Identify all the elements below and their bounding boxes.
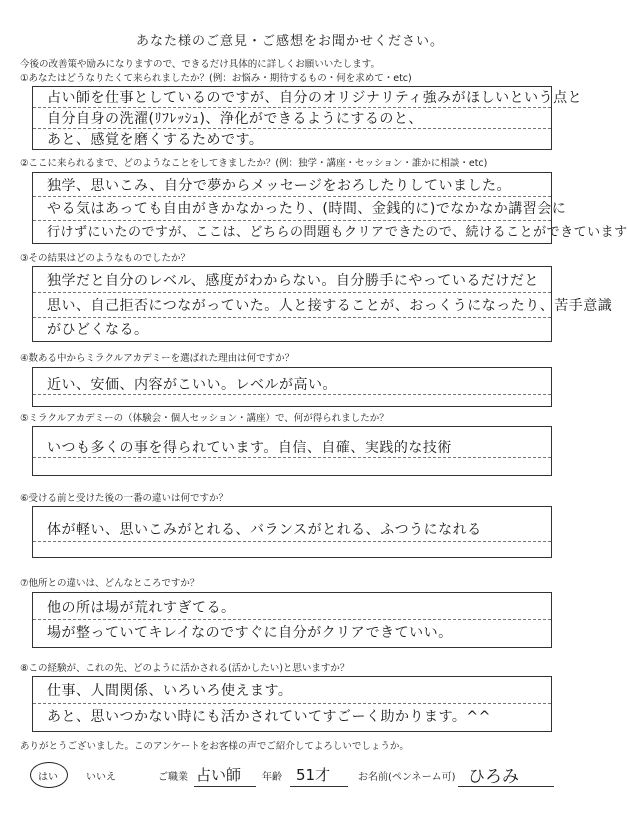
answer-8-line-1: 仕事、人間関係、いろいろ使えます。 xyxy=(47,683,293,699)
answer-6-line-1: 体が軽い、思いこみがとれる、バランスがとれる、ふつうになれる xyxy=(47,522,482,538)
answer-box-6 xyxy=(32,506,552,558)
answer-box-1 xyxy=(32,86,583,150)
answer-box-5 xyxy=(32,426,552,476)
name-value: ひろみ xyxy=(468,767,519,787)
answer-box-3 xyxy=(32,266,613,342)
answer-box-4 xyxy=(32,367,552,407)
form-title: あなた様のご意見・ご感想をお聞かせください。 xyxy=(135,34,444,49)
question-2-label: ②ここに来られるまで、どのようなことをしてきましたか？(例：独学・講座・セッション・誰かに相談・etc) xyxy=(20,158,488,169)
answer-3-line-2: 思い、自己拒否につながっていた。人と接することが、おっくうになったり、苦手意識 xyxy=(47,298,613,314)
form-intro: 今後の改善策や励みになりますので、できるだけ具体的に詳しくお願いいたします。 xyxy=(20,59,381,70)
consent-row xyxy=(28,762,558,792)
age-value: 51才 xyxy=(296,766,331,784)
consent-no-option[interactable]: いいえ xyxy=(86,772,116,783)
answer-1-line-2: 自分自身の洗濯(ﾘﾌﾚｯｼｭ)、浄化ができるようにするのと、 xyxy=(47,111,423,127)
answer-1-line-3: あと、感覚を磨くするためです。 xyxy=(47,132,264,148)
answer-box-2 xyxy=(32,172,628,244)
question-5-label: ⑤ミラクルアカデミーの（体験会・個人セッション・講座）で、何が得られましたか？ xyxy=(20,413,389,424)
answer-7-line-1: 他の所は場が荒れすぎてる。 xyxy=(47,600,236,616)
answer-box-7 xyxy=(32,592,552,648)
answer-7-line-2: 場が整っていてキレイなのですぐに自分がクリアできていい。 xyxy=(47,625,453,641)
answer-box-8 xyxy=(32,676,552,732)
answer-8-line-2: あと、思いつかない時にも活かされていてすごーく助かります。^^ xyxy=(47,709,491,725)
question-8-label: ⑧この経験が、これの先、どのように活かされる(活かしたい)と思いますか？ xyxy=(20,663,350,674)
consent-yes-option[interactable]: はい xyxy=(38,772,58,783)
answer-5-line-1: いつも多くの事を得られています。自信、自確、実践的な技術 xyxy=(47,440,452,456)
question-1-label: ①あなたはどうなりたくて来られましたか？(例：お悩み・期待するもの・何を求めて・etc) xyxy=(20,73,412,84)
answer-2-line-2: やる気はあっても自由がきかなかったり、(時間、金銭的に)でなかなか講習会に xyxy=(47,201,567,217)
answer-4-line-1: 近い、安価、内容がこいい。レベルが高い。 xyxy=(47,377,337,393)
question-3-label: ③その結果はどのようなものでしたか？ xyxy=(20,253,191,264)
answer-1-line-1: 占い師を仕事としているのですが、自分のオリジナリティ強みがほしいという点と xyxy=(47,90,583,106)
occupation-label: ご職業 xyxy=(158,772,188,783)
age-label: 年齢 xyxy=(262,772,282,783)
question-6-label: ⑥受ける前と受けた後の一番の違いは何ですか？ xyxy=(20,493,229,504)
question-4-label: ④数ある中からミラクルアカデミーを選ばれた理由は何ですか？ xyxy=(20,353,295,364)
question-7-label: ⑦他所との違いは、どんなところですか？ xyxy=(20,578,200,589)
closing-text: ありがとうございました。このアンケートをお客様の声でご紹介してよろしいでしょうか。 xyxy=(20,741,409,752)
occupation-value: 占い師 xyxy=(196,766,242,784)
name-label: お名前(ペンネーム可) xyxy=(358,772,456,783)
answer-3-line-1: 独学だと自分のレベル、感度がわからない。自分勝手にやっているだけだと xyxy=(47,273,539,289)
answer-3-line-3: がひどくなる。 xyxy=(47,322,149,338)
answer-2-line-1: 独学、思いこみ、自分で夢からメッセージをおろしたりしていました。 xyxy=(47,178,511,194)
answer-2-line-3: 行けずにいたのですが、ここは、どちらの問題もクリアできたので、続けることができています xyxy=(47,225,628,240)
